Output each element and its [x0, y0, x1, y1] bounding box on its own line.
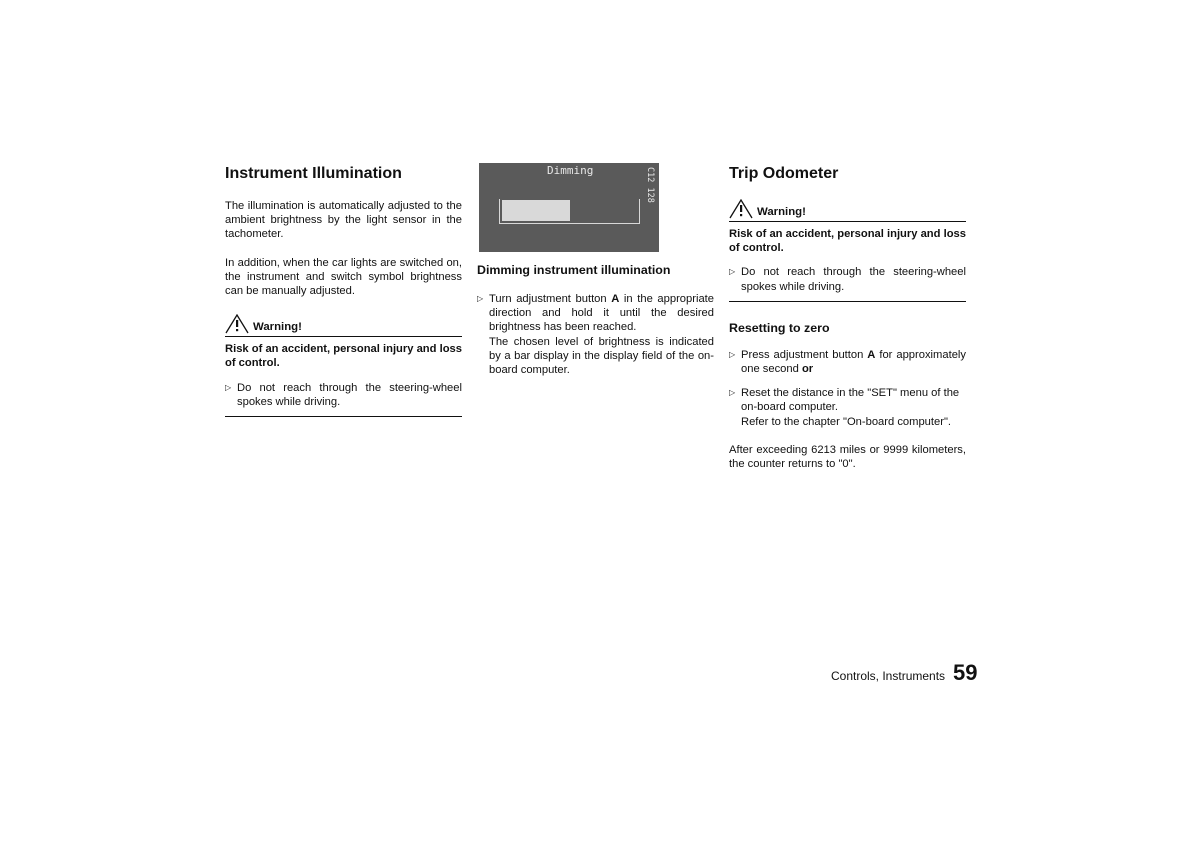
- brightness-bar-track: [499, 199, 640, 224]
- bullet-text: [741, 386, 966, 429]
- warning-text: Risk of an accident, personal injury and loss of control.: [225, 343, 462, 370]
- display-title: Dimming: [547, 164, 594, 177]
- bullet-text: Do not reach through the steering-wheel spokes while driving.: [741, 266, 966, 293]
- column-instrument-illumination: [225, 160, 462, 417]
- list-item: [729, 386, 966, 429]
- bullet-text-part: Reset the distance in the "SET" menu of the on-board computer.: [741, 387, 960, 414]
- section-name: Controls, Instruments: [831, 669, 946, 683]
- button-key-label: A: [867, 348, 876, 361]
- heading-trip-odometer: Trip Odometer: [729, 165, 839, 182]
- bullet-triangle-icon: ▷: [225, 382, 232, 392]
- bullet-text-part: Press adjustment button: [741, 348, 868, 361]
- list-item: [477, 292, 714, 377]
- bullet-triangle-icon: ▷: [729, 267, 736, 277]
- warning-label: Warning!: [253, 321, 302, 334]
- or-label: or: [801, 363, 814, 376]
- warning-header: [729, 199, 966, 222]
- warning-triangle-icon: [225, 314, 249, 334]
- bullet-text: [489, 292, 714, 377]
- warning-label: Warning!: [757, 205, 806, 218]
- column-trip-odometer: [729, 160, 966, 471]
- page-number: 59: [953, 660, 978, 685]
- bullet-text-part: The chosen level of brightness is indicated by a bar display in the display field of the on-board computer.: [489, 335, 714, 377]
- heading-dimming-instrument-illumination: Dimming instrument illumination: [477, 263, 671, 277]
- paragraph-counter-reset: After exceeding 6213 miles or 9999 kilometers, the counter returns to "0".: [729, 443, 966, 471]
- page-footer: [831, 660, 978, 686]
- dimming-display-image: [479, 163, 659, 252]
- column-dimming: [477, 262, 714, 377]
- warning-text: Risk of an accident, personal injury and loss of control.: [729, 228, 966, 255]
- bullet-text-part: Refer to the chapter "On-board computer".: [741, 415, 952, 428]
- paragraph-manual-adjust: In addition, when the car lights are switched on, the instrument and switch symbol brightness can be manually adjusted.: [225, 256, 462, 298]
- brightness-bar-fill: [502, 200, 570, 221]
- bullet-text-part: for approximately one second: [741, 348, 966, 376]
- heading-instrument-illumination: Instrument Illumination: [225, 165, 402, 182]
- warning-triangle-icon: [729, 199, 753, 219]
- bullet-text-part: Turn adjustment button: [489, 293, 612, 305]
- button-key-label: A: [611, 293, 620, 305]
- list-item: [225, 381, 462, 409]
- paragraph-auto-adjust: The illumination is automatically adjusted to the ambient brightness by the light sensor in the tachometer.: [225, 200, 462, 241]
- bullet-triangle-icon: ▷: [729, 388, 736, 398]
- bullet-text-part: in the appropriate direction and hold it until the desired brightness has been reached.: [489, 293, 714, 334]
- figure-code: C12 128: [645, 167, 655, 203]
- bullet-text: Do not reach through the steering-wheel spokes while driving.: [237, 381, 462, 408]
- heading-resetting-to-zero: Resetting to zero: [729, 320, 830, 335]
- bullet-triangle-icon: ▷: [477, 294, 484, 303]
- warning-header: [225, 314, 462, 337]
- bullet-text: [741, 348, 966, 376]
- divider: [225, 416, 462, 417]
- list-item: [729, 348, 966, 376]
- list-item: [729, 265, 966, 293]
- bullet-triangle-icon: ▷: [729, 349, 736, 359]
